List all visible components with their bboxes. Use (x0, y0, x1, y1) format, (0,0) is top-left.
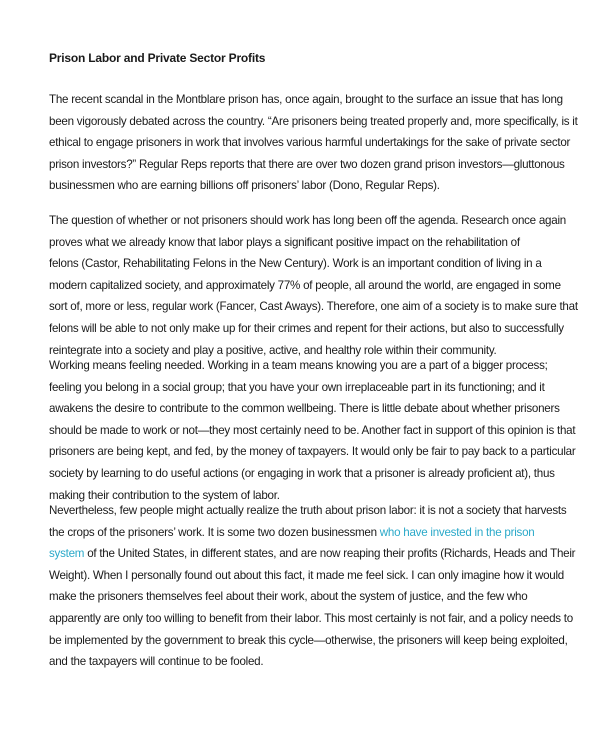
text-line: sort of, more or less, regular work (Fancer, Cast Aways). Therefore, one aim of a society is to make sure that (49, 300, 578, 314)
prison-system-link[interactable]: who have invested in the prison (379, 525, 535, 539)
text-line: Weight). When I personally found out about this fact, it made me feel sick. I can only imagine how it would (49, 568, 564, 582)
text-line (49, 543, 576, 565)
paragraph-rehabilitation (49, 210, 578, 361)
text-line: The recent scandal in the Montblare prison has, once again, brought to the surface an issue that has long (49, 93, 563, 106)
text-line: making their contribution to the system of labor. (49, 488, 280, 502)
text-line (49, 522, 554, 544)
text-line: society by learning to do useful actions (or engaging in work that a prisoner is already proficient at), thus (49, 466, 555, 480)
text-line: apparently are only too willing to benefit from their labor. This most certainly is not fair, and a policy needs to (49, 611, 573, 625)
text-line: modern capitalized society, and approximately 77% of people, all around the world, are engaged in some (49, 278, 561, 292)
text-line: awakens the desire to contribute to the common wellbeing. There is little debate about whether prisoners (49, 402, 560, 416)
text-line: felons will be able to not only make up for their crimes and repent for their actions, but also to successfully (49, 321, 564, 335)
text-line: should be made to work or not—they most certainly need to be. Another fact in support of this opinion is that (49, 423, 576, 437)
paragraph-working-means (49, 355, 576, 506)
text-segment: the crops of the prisoners’ work. It is some two dozen businessmen (49, 525, 380, 539)
text-line: feeling you belong in a social group; that you have your own irreplaceable part in its functioning; and it (49, 380, 545, 394)
text-line: been vigorously debated across the country. “Are prisoners being treated properly and, more specifically, is it (49, 114, 578, 128)
paragraph-nevertheless (49, 500, 576, 673)
text-segment: of the United States, in different states, and are now reaping their profits (Richards, Heads and Their (84, 547, 576, 561)
text-line: Nevertheless, few people might actually realize the truth about prison labor: it is not a society that harvests (49, 504, 567, 517)
text-line: proves what we already know that labor plays a significant positive impact on the rehabilitation of (49, 235, 520, 249)
text-line: ethical to engage prisoners in work that involves various harmful undertakings for the sake of private sector (49, 136, 571, 150)
text-line: prisoners are being kept, and fed, by the money of taxpayers. It would only be fair to pay back to a particular (49, 445, 576, 459)
text-line: reintegrate into a society and play a positive, active, and healthy role within their community. (49, 343, 497, 357)
text-line: felons (Castor, Rehabilitating Felons in the New Century). Work is an important condition of living in a (49, 257, 542, 271)
text-line: businessmen who are earning billions off prisoners’ labor (Dono, Regular Reps). (49, 179, 440, 193)
text-line: and the taxpayers will continue to be fooled. (49, 655, 264, 669)
text-line: The question of whether or not prisoners should work has long been off the agenda. Research once again (49, 214, 566, 227)
document-title: Prison Labor and Private Sector Profits (49, 51, 266, 65)
prison-system-link-continued[interactable]: system (49, 547, 85, 561)
paragraph-introduction (49, 89, 578, 197)
text-line: prison investors?” Regular Reps reports that there are over two dozen grand prison investors—gluttonous (49, 157, 565, 171)
text-line: be implemented by the government to break this cycle—otherwise, the prisoners will keep being exploited, (49, 633, 568, 647)
text-line: make the prisoners themselves feel about their work, about the system of justice, and the few who (49, 590, 528, 604)
text-line: Working means feeling needed. Working in a team means knowing you are a part of a bigger process; (49, 359, 548, 372)
